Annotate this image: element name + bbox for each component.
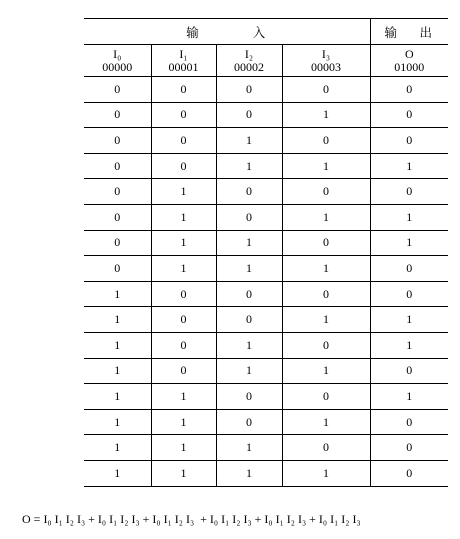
column-header-3 <box>282 45 370 77</box>
table-cell: 1 <box>151 179 216 205</box>
column-code: 00003 <box>311 59 342 74</box>
table-cell: 0 <box>370 128 448 154</box>
header-group-row <box>84 19 448 45</box>
table-cell: 0 <box>370 256 448 282</box>
table-cell: 1 <box>216 153 282 179</box>
table-cell: 0 <box>282 77 370 103</box>
table-cell: 1 <box>151 230 216 256</box>
table-cell: 0 <box>216 307 282 333</box>
column-name: I₁ <box>179 46 188 61</box>
table-cell: 0 <box>151 281 216 307</box>
table-cell: 1 <box>84 307 151 333</box>
input-group-header <box>84 19 370 45</box>
table-row <box>84 153 448 179</box>
table-cell: 1 <box>282 204 370 230</box>
table-cell: 1 <box>216 332 282 358</box>
table-cell: 0 <box>282 179 370 205</box>
output-header-right: 出 <box>419 25 435 40</box>
column-name: I₀ <box>113 46 122 61</box>
table-cell: 1 <box>151 384 216 410</box>
table-cell: 1 <box>151 409 216 435</box>
input-header-right: 入 <box>252 25 268 40</box>
table-cell: 0 <box>151 307 216 333</box>
column-name: O <box>404 46 414 61</box>
table-cell: 1 <box>151 256 216 282</box>
table-row <box>84 281 448 307</box>
boolean-formula <box>22 512 361 527</box>
table-cell: 1 <box>370 384 448 410</box>
table-cell: 0 <box>370 102 448 128</box>
table-cell: 1 <box>216 435 282 461</box>
table-row <box>84 102 448 128</box>
table-cell: 0 <box>370 358 448 384</box>
table-cell: 0 <box>84 153 151 179</box>
table-cell: 1 <box>370 307 448 333</box>
table-row <box>84 409 448 435</box>
table-cell: 0 <box>282 281 370 307</box>
table-row <box>84 77 448 103</box>
table-row <box>84 128 448 154</box>
column-name: I₂ <box>244 46 254 61</box>
table-cell: 0 <box>84 256 151 282</box>
formula-term: + I₀ I₁ I₂ I₃ <box>251 512 307 526</box>
formula-term: + I₀ I₁ I₂ I₃ <box>139 512 195 526</box>
table-cell: 0 <box>216 409 282 435</box>
column-code: 00002 <box>234 59 264 74</box>
table-cell: 0 <box>216 102 282 128</box>
table-cell: 0 <box>151 153 216 179</box>
table-row <box>84 435 448 461</box>
table-cell: 0 <box>216 77 282 103</box>
column-header-1 <box>151 45 216 77</box>
column-header-4 <box>370 45 448 77</box>
table-cell: 0 <box>282 128 370 154</box>
table-cell: 0 <box>370 435 448 461</box>
table-cell: 1 <box>282 358 370 384</box>
table-cell: 0 <box>216 281 282 307</box>
table-cell: 1 <box>282 153 370 179</box>
truth-table-body <box>84 77 448 487</box>
table-cell: 0 <box>216 204 282 230</box>
table-cell: 0 <box>370 409 448 435</box>
table-cell: 1 <box>370 230 448 256</box>
table-cell: 0 <box>282 435 370 461</box>
table-row <box>84 332 448 358</box>
table-row <box>84 307 448 333</box>
table-row <box>84 179 448 205</box>
table-cell: 1 <box>151 435 216 461</box>
table-cell: 0 <box>370 77 448 103</box>
column-name: I₃ <box>321 46 331 61</box>
table-row <box>84 384 448 410</box>
column-header-2 <box>216 45 282 77</box>
table-cell: 0 <box>151 128 216 154</box>
table-cell: 1 <box>370 204 448 230</box>
table-cell: 1 <box>84 435 151 461</box>
table-cell: 1 <box>282 307 370 333</box>
table-cell: 1 <box>216 256 282 282</box>
table-cell: 0 <box>84 230 151 256</box>
table-cell: 0 <box>84 77 151 103</box>
table-cell: 1 <box>216 128 282 154</box>
table-cell: 0 <box>151 358 216 384</box>
formula-terms <box>43 512 360 526</box>
column-header-0 <box>84 45 151 77</box>
formula-term: + I₀ I₁ I₂ I₃ <box>306 512 361 526</box>
table-cell: 0 <box>84 128 151 154</box>
table-cell: 1 <box>84 281 151 307</box>
table-cell: 0 <box>370 281 448 307</box>
column-code: 01000 <box>394 59 425 74</box>
table-cell: 1 <box>282 256 370 282</box>
table-row <box>84 460 448 486</box>
table-cell: 1 <box>216 460 282 486</box>
table-cell: 0 <box>282 332 370 358</box>
table-row <box>84 256 448 282</box>
table-cell: 0 <box>282 384 370 410</box>
column-header-row <box>84 45 448 77</box>
table-cell: 0 <box>151 332 216 358</box>
table-cell: 1 <box>84 384 151 410</box>
table-cell: 0 <box>84 179 151 205</box>
formula-lhs: O = <box>22 512 44 526</box>
table-cell: 0 <box>282 230 370 256</box>
output-group-header <box>370 19 448 45</box>
table-cell: 1 <box>216 230 282 256</box>
column-code: 00001 <box>168 59 199 74</box>
table-cell: 1 <box>282 102 370 128</box>
table-cell: 1 <box>84 332 151 358</box>
table-row <box>84 230 448 256</box>
formula-term: I₀ I₁ I₂ I₃ <box>43 512 86 526</box>
table-cell: 1 <box>282 409 370 435</box>
table-row <box>84 204 448 230</box>
table-cell: 0 <box>151 102 216 128</box>
table-cell: 0 <box>151 77 216 103</box>
table-cell: 1 <box>84 409 151 435</box>
table-cell: 1 <box>151 204 216 230</box>
table-cell: 1 <box>151 460 216 486</box>
table-cell: 1 <box>216 358 282 384</box>
table-cell: 1 <box>84 358 151 384</box>
formula-term: + I₀ I₁ I₂ I₃ <box>85 512 140 526</box>
output-header-left: 输 <box>384 25 400 40</box>
table-cell: 1 <box>282 460 370 486</box>
table-cell: 1 <box>370 332 448 358</box>
table-cell: 1 <box>370 153 448 179</box>
input-header-left: 输 <box>186 25 201 40</box>
table-cell: 0 <box>370 179 448 205</box>
table-row <box>84 358 448 384</box>
table-cell: 1 <box>84 460 151 486</box>
table-cell: 0 <box>84 102 151 128</box>
column-code: 00000 <box>102 59 133 74</box>
formula-term: + I₀ I₁ I₂ I₃ <box>194 512 252 526</box>
table-cell: 0 <box>84 204 151 230</box>
table-cell: 0 <box>216 384 282 410</box>
truth-table <box>84 18 448 487</box>
table-cell: 0 <box>370 460 448 486</box>
table-cell: 0 <box>216 179 282 205</box>
